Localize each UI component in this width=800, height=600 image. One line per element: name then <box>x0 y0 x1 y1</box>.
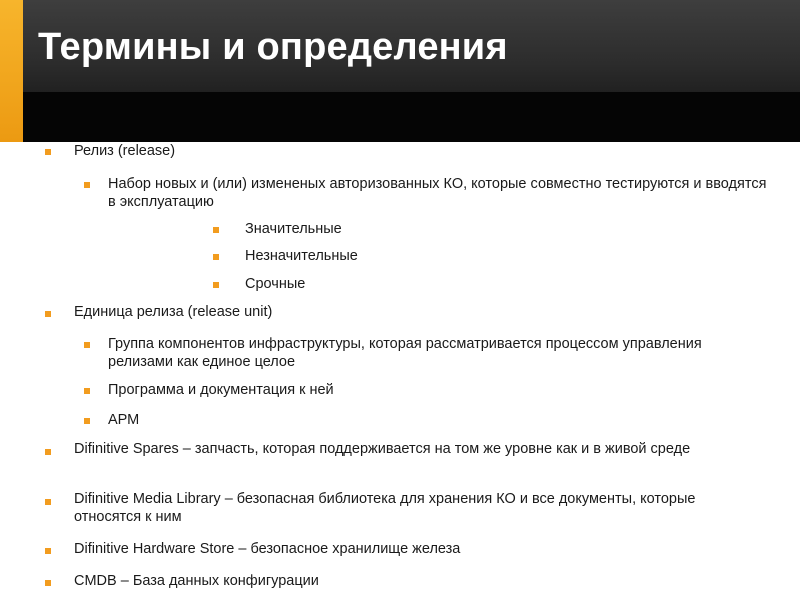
list-item-text: Difinitive Hardware Store – безопасное хранилище железа <box>74 541 461 557</box>
square-bullet-icon <box>45 149 51 155</box>
list-item-text: Набор новых и (или) измененых авторизованных КО, которые совместно тестируются и вводятся в эксплуатацию <box>108 176 767 210</box>
square-bullet-icon <box>84 418 90 424</box>
list-item-text: CMDB – База данных конфигурации <box>74 573 319 589</box>
list-item-text: Незначительные <box>245 248 358 264</box>
square-bullet-icon <box>45 449 51 455</box>
list-item-text: Программа и документация к ней <box>108 382 334 398</box>
list-item <box>108 411 708 429</box>
list-item <box>74 303 754 321</box>
square-bullet-icon <box>213 254 219 260</box>
list-item <box>108 381 708 399</box>
square-bullet-icon <box>213 227 219 233</box>
list-item-text: Срочные <box>245 276 306 292</box>
list-item-text: Группа компонентов инфраструктуры, которая рассматривается процессом управления релизами как единое целое <box>108 336 702 370</box>
square-bullet-icon <box>45 311 51 317</box>
list-item <box>245 220 645 238</box>
square-bullet-icon <box>84 388 90 394</box>
list-item <box>108 335 708 371</box>
list-item <box>74 540 754 558</box>
square-bullet-icon <box>84 342 90 348</box>
list-item <box>74 572 754 590</box>
list-item <box>245 275 645 293</box>
square-bullet-icon <box>45 499 51 505</box>
list-item <box>74 142 754 160</box>
list-item <box>245 247 645 265</box>
list-item <box>108 175 768 211</box>
list-item <box>74 490 724 526</box>
list-item-text: Единица релиза (release unit) <box>74 304 273 320</box>
square-bullet-icon <box>84 182 90 188</box>
list-item-text: Difinitive Spares – запчасть, которая поддерживается на том же уровне как и в живой среде <box>74 441 691 457</box>
list-item-text: Релиз (release) <box>74 143 176 159</box>
list-item-text: Difinitive Media Library – безопасная библиотека для хранения КО и все документы, которые относятся к ним <box>74 491 696 525</box>
slide-title: Термины и определения <box>38 26 508 68</box>
square-bullet-icon <box>213 282 219 288</box>
square-bullet-icon <box>45 548 51 554</box>
square-bullet-icon <box>45 580 51 586</box>
list-item-text: АРМ <box>108 412 140 428</box>
list-item-text: Значительные <box>245 221 342 237</box>
list-item <box>74 440 729 458</box>
